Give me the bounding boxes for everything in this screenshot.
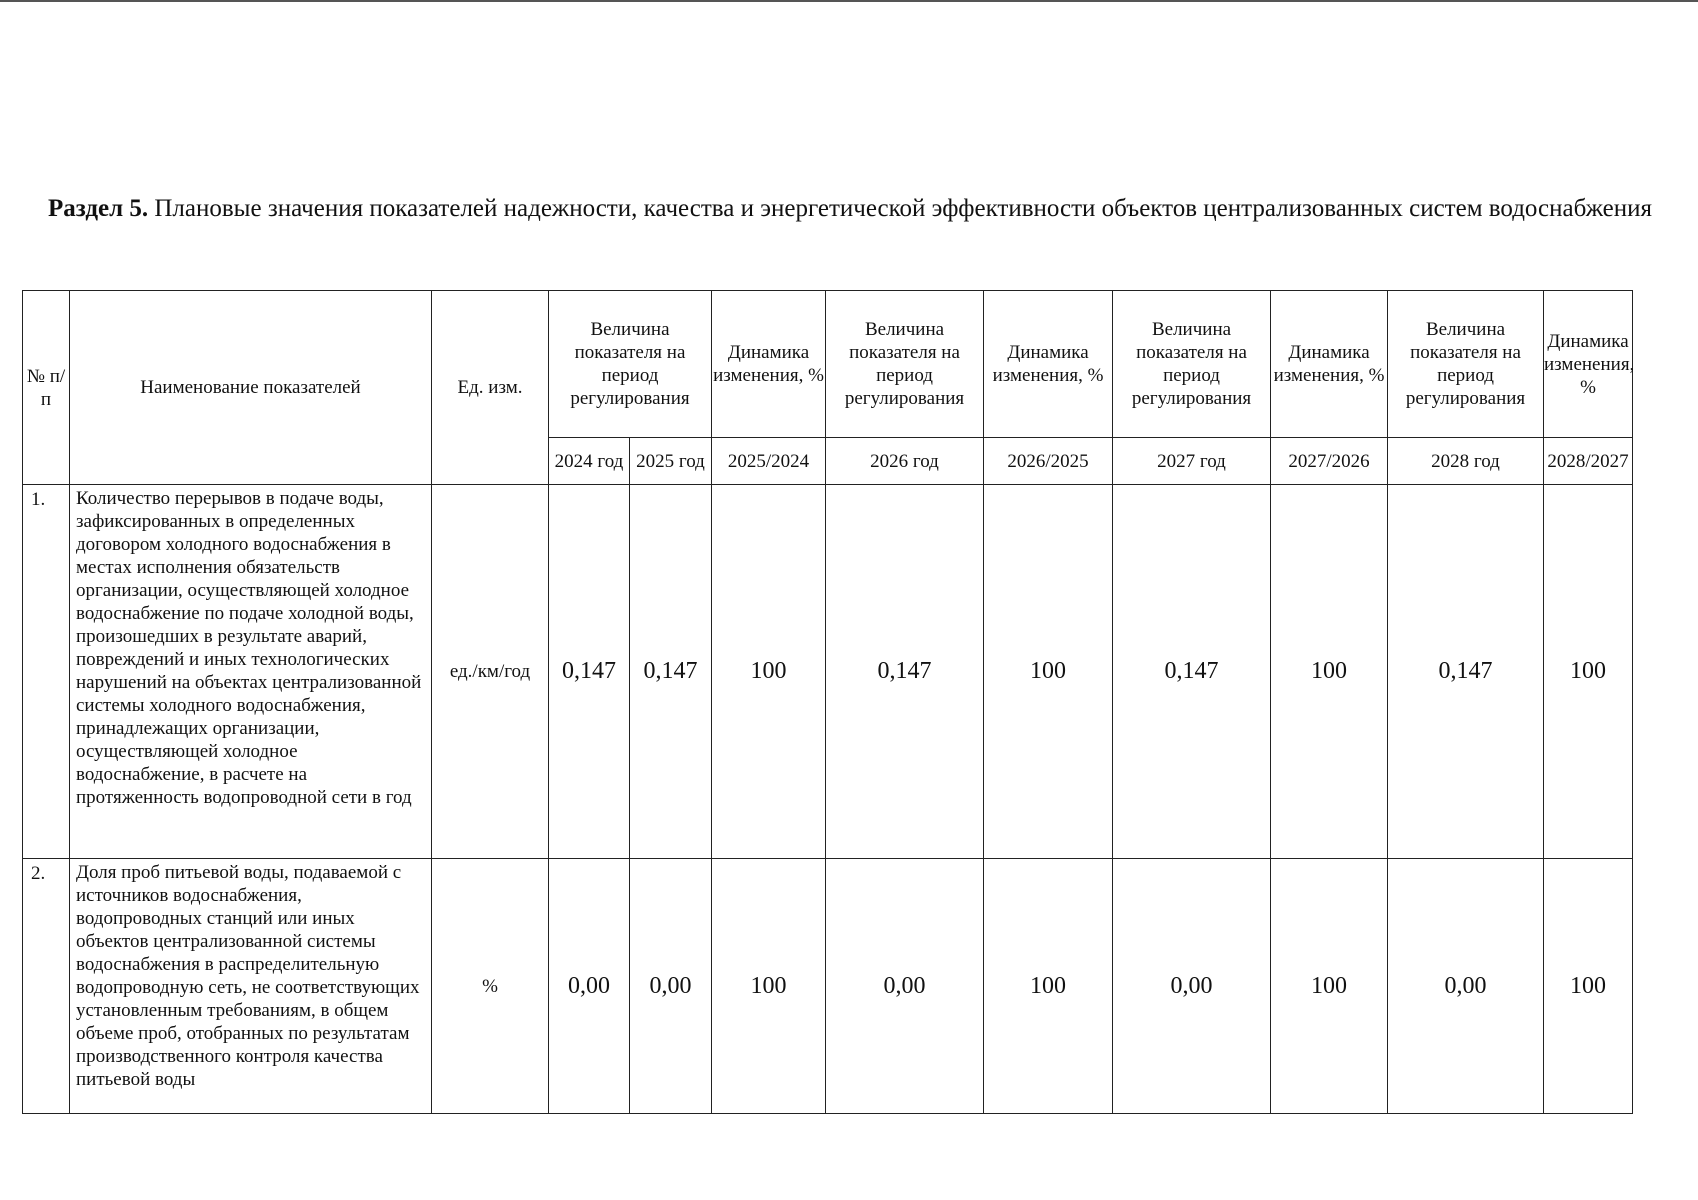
cell-value: 100 — [1271, 485, 1388, 859]
header-unit: Ед. изм. — [432, 291, 549, 485]
cell-value: 0,147 — [1388, 485, 1544, 859]
section-title — [40, 193, 1660, 225]
row-num: 1. — [23, 485, 70, 859]
header-value-2026: Величина показателя на период регулирования — [826, 291, 984, 438]
row-name: Количество перерывов в подаче воды, зафиксированных в определенных договором холодного водоснабжения в местах исполнения обязательств организации, осуществляющей холодное водоснабжение по подаче холодной воды, произошедших в результате аварий, повреждений и иных технологических нарушений на объектах централизованной системы холодного водоснабжения, принадлежащих организации, осуществляющей холодное водоснабжение, в расчете на протяженность водопроводной сети в год — [70, 485, 432, 859]
row-unit: % — [432, 859, 549, 1114]
table-row — [23, 485, 1633, 859]
header-dynamics-2026: Динамика изменения, % — [984, 291, 1113, 438]
header-num: № п/п — [23, 291, 70, 485]
header-dynamics-2028: Динамика изменения, % — [1544, 291, 1633, 438]
row-num: 2. — [23, 859, 70, 1114]
section-title-bold: Раздел 5. — [47, 195, 149, 222]
cell-value: 0,00 — [826, 859, 984, 1114]
cell-value: 100 — [984, 485, 1113, 859]
subheader-2025-2024: 2025/2024 — [712, 438, 826, 485]
cell-value: 100 — [1544, 485, 1633, 859]
cell-value: 100 — [712, 485, 826, 859]
cell-value: 0,147 — [1113, 485, 1271, 859]
cell-value: 100 — [712, 859, 826, 1114]
cell-value: 0,147 — [630, 485, 712, 859]
cell-value: 0,00 — [549, 859, 630, 1114]
header-value-2028: Величина показателя на период регулирования — [1388, 291, 1544, 438]
section-title-text: Плановые значения показателей надежности, качества и энергетической эффективности объектов централизованных систем водоснабжения — [154, 195, 1652, 222]
subheader-2025: 2025 год — [630, 438, 712, 485]
header-value-2024-2025: Величина показателя на период регулирования — [549, 291, 712, 438]
cell-value: 100 — [1544, 859, 1633, 1114]
row-unit: ед./км/год — [432, 485, 549, 859]
cell-value: 0,00 — [630, 859, 712, 1114]
row-name: Доля проб питьевой воды, подаваемой с источников водоснабжения, водопроводных станций или иных объектов централизованной системы водоснабжения в распределительную водопроводную сеть, не соответствующих установленным требованиям, в общем объеме проб, отобранных по результатам производственного контроля качества питьевой воды — [70, 859, 432, 1114]
table-row — [23, 859, 1633, 1114]
header-row — [23, 291, 1633, 438]
cell-value: 0,147 — [549, 485, 630, 859]
subheader-2026-2025: 2026/2025 — [984, 438, 1113, 485]
indicators-table — [22, 290, 1633, 1114]
header-dynamics-2025: Динамика изменения, % — [712, 291, 826, 438]
cell-value: 0,147 — [826, 485, 984, 859]
subheader-2028-2027: 2028/2027 — [1544, 438, 1633, 485]
header-name: Наименование показателей — [70, 291, 432, 485]
subheader-2026: 2026 год — [826, 438, 984, 485]
subheader-2027: 2027 год — [1113, 438, 1271, 485]
cell-value: 0,00 — [1113, 859, 1271, 1114]
cell-value: 100 — [1271, 859, 1388, 1114]
cell-value: 0,00 — [1388, 859, 1544, 1114]
subheader-2024: 2024 год — [549, 438, 630, 485]
subheader-2028: 2028 год — [1388, 438, 1544, 485]
top-rule — [0, 0, 1698, 2]
header-dynamics-2027: Динамика изменения, % — [1271, 291, 1388, 438]
cell-value: 100 — [984, 859, 1113, 1114]
subheader-2027-2026: 2027/2026 — [1271, 438, 1388, 485]
header-value-2027: Величина показателя на период регулирования — [1113, 291, 1271, 438]
